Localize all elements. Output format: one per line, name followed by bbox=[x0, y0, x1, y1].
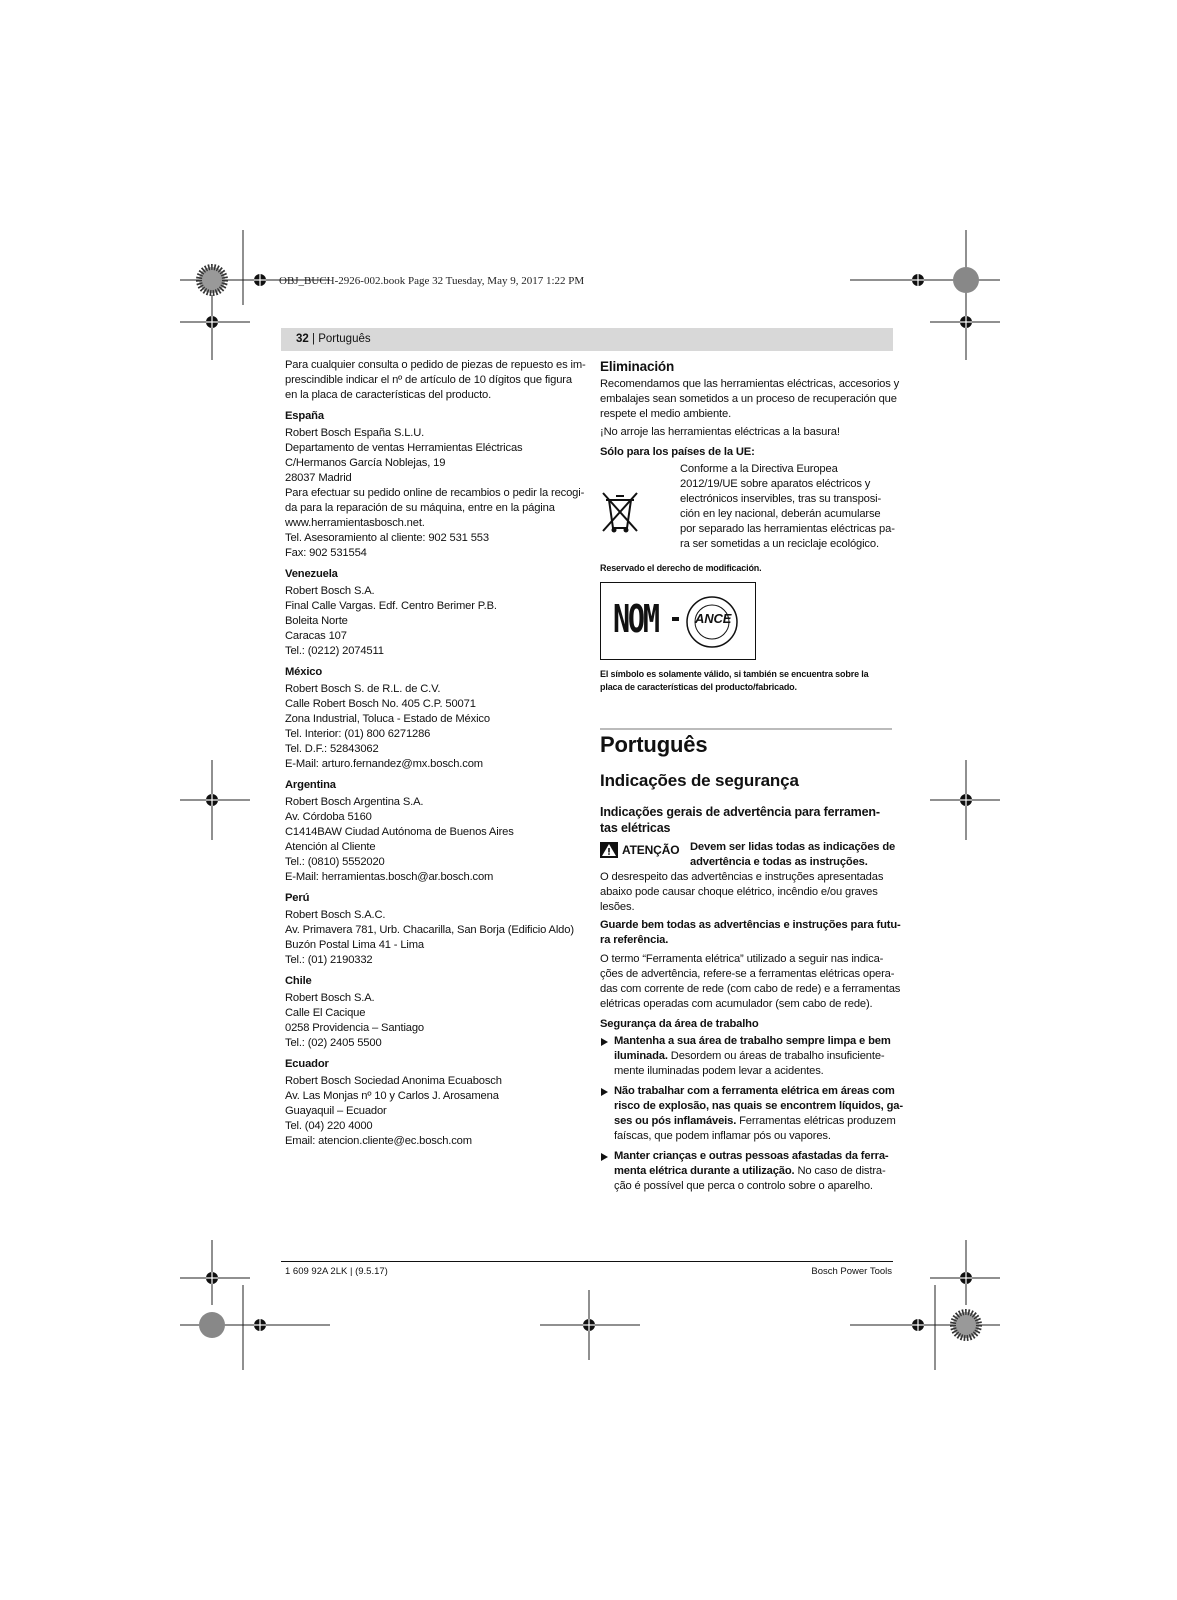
bullet-arrow-icon bbox=[601, 1153, 608, 1161]
header-language: Português bbox=[318, 333, 371, 345]
country-address: Robert Bosch Argentina S.A. Av. Córdoba 5160 C1414BAW Ciudad Autónoma de Buenos Aires Atención al Cliente Tel.: (0810) 5552020 E-Mail: herramientas.bosch@ar.bosch.com bbox=[285, 796, 514, 883]
attention-block bbox=[600, 840, 896, 870]
section-divider bbox=[600, 728, 892, 730]
reserved-note: Reservado el derecho de modificación. bbox=[600, 563, 762, 573]
left-column bbox=[285, 358, 586, 1149]
spare-parts-intro: Para cualquier consulta o pedido de piezas de repuesto es im- prescindible indicar el nº de artículo de 10 dígitos que figura en la placa de características del producto. bbox=[285, 359, 586, 401]
elimination-text: Recomendamos que las herramientas eléctricas, accesorios y embalajes sean sometidos a un proceso de recuperación que respete el medio ambiente. bbox=[600, 378, 900, 420]
footer-rule bbox=[281, 1261, 893, 1262]
bullet-arrow-icon bbox=[601, 1088, 608, 1096]
disrespect-text: O desrespeito das advertências e instruções apresentadas abaixo pode causar choque elétrico, incêndio e/ou graves lesões. bbox=[600, 871, 884, 913]
safety-bullet bbox=[600, 1084, 903, 1144]
bullet-line: faíscas, que podem inflamar pós ou vapores. bbox=[614, 1130, 831, 1142]
bullet-line: Manter crianças e outras pessoas afastadas da ferra- bbox=[614, 1150, 889, 1162]
header-separator: | bbox=[308, 333, 319, 345]
country-address: Robert Bosch S. de R.L. de C.V. Calle Robert Bosch No. 405 C.P. 50071 Zona Industrial, Toluca - Estado de México Tel. Interior: (01) 800 6271286 Tel. D.F.: 52843062 E-Mail: arturo.fernandez@mx.bosch.com bbox=[285, 683, 490, 770]
page-header-bar bbox=[281, 328, 893, 351]
bullet-arrow-icon bbox=[601, 1038, 608, 1046]
nom-ance-logo bbox=[600, 582, 756, 660]
bullet-line: Mantenha a sua área de trabalho sempre limpa e bem bbox=[614, 1035, 891, 1047]
nom-validity-note: El símbolo es solamente válido, si también se encuentra sobre la placa de características del producto/fabricado. bbox=[600, 669, 869, 692]
country-heading: Venezuela bbox=[285, 568, 338, 580]
keep-instructions: Guarde bem todas as advertências e instruções para futu- ra referência. bbox=[600, 919, 901, 946]
eu-title: Sólo para los países de la UE: bbox=[600, 446, 755, 458]
country-address: Robert Bosch S.A.C. Av. Primavera 781, Urb. Chacarilla, San Borja (Edificio Aldo) Buzón Postal Lima 41 - Lima Tel.: (01) 2190332 bbox=[285, 909, 574, 966]
country-heading: Argentina bbox=[285, 779, 336, 791]
bullet-line: Não trabalhar com a ferramenta elétrica em áreas com bbox=[614, 1085, 895, 1097]
safety-bullet bbox=[600, 1034, 892, 1079]
nom-text: NOM bbox=[613, 597, 658, 641]
bullet-line: mente iluminadas podem levar a acidentes. bbox=[614, 1065, 824, 1077]
warning-icon bbox=[600, 842, 618, 858]
nom-dot bbox=[672, 617, 679, 621]
eu-block bbox=[600, 462, 895, 554]
country-address: Robert Bosch S.A. Calle El Cacique 0258 Providencia – Santiago Tel.: (02) 2405 5500 bbox=[285, 992, 425, 1049]
bullet-line: ção é possível que perca o controlo sobre o aparelho. bbox=[614, 1180, 873, 1192]
country-list bbox=[285, 409, 585, 1149]
country-heading: España bbox=[285, 410, 324, 422]
attention-label: ATENÇÃO bbox=[622, 843, 680, 857]
safety-bullets bbox=[600, 1034, 903, 1194]
country-address: Robert Bosch Sociedad Anonima Ecuabosch Av. Las Monjas nº 10 y Carlos J. Arosamena Guayaquil – Ecuador Tel. (04) 220 4000 Email: atencion.cliente@ec.bosch.com bbox=[285, 1075, 502, 1147]
country-heading: Perú bbox=[285, 892, 310, 904]
elimination-note: ¡No arroje las herramientas eléctricas a la basura! bbox=[600, 426, 840, 438]
country-heading: México bbox=[285, 666, 323, 678]
crossed-bin-icon bbox=[600, 490, 640, 534]
portuguese-title: Português bbox=[600, 732, 708, 757]
footer-doc-id: 1 609 92A 2LK | (9.5.17) bbox=[285, 1266, 388, 1277]
bullet-line: ses ou pós inflamáveis. Ferramentas elétricas produzem bbox=[614, 1115, 896, 1127]
bullet-line: iluminada. Desordem ou áreas de trabalho insuficiente- bbox=[614, 1050, 885, 1062]
bullet-line: risco de explosão, nas quais se encontrem líquidos, ga- bbox=[614, 1100, 903, 1112]
country-address: Robert Bosch S.A. Final Calle Vargas. Edf. Centro Berimer P.B. Boleita Norte Caracas 107 Tel.: (0212) 2074511 bbox=[285, 585, 497, 657]
work-area-heading: Segurança da área de trabalho bbox=[600, 1018, 759, 1030]
safety-heading: Indicações de segurança bbox=[600, 771, 799, 790]
elimination-title: Eliminación bbox=[600, 359, 675, 374]
country-heading: Chile bbox=[285, 975, 312, 987]
attention-text: Devem ser lidas todas as indicações de advertência e todas as instruções. bbox=[690, 841, 896, 868]
page-number: 32 bbox=[296, 333, 309, 345]
page-header bbox=[296, 333, 371, 345]
ance-text: ANCE bbox=[695, 611, 732, 626]
bullet-line: menta elétrica durante a utilização. No caso de distra- bbox=[614, 1165, 886, 1177]
safety-bullet bbox=[600, 1149, 892, 1194]
eu-directive-text: Conforme a la Directiva Europea 2012/19/UE sobre aparatos eléctricos y electrónicos inservibles, tras su transposi- ción en ley nacional, deberán acumularse por separado las herramientas eléctricas pa- ra ser sometidas a un reciclaje ecológico. bbox=[680, 463, 895, 550]
footer-brand: Bosch Power Tools bbox=[811, 1266, 892, 1277]
print-info: OBJ_BUCH-2926-002.book Page 32 Tuesday, May 9, 2017 1:22 PM bbox=[279, 275, 585, 287]
country-address: Robert Bosch España S.L.U. Departamento de ventas Herramientas Eléctricas C/Hermanos García Noblejas, 19 28037 Madrid Para efectuar su pedido online de recambios o pedir la recogi- da para la reparación de su máquina, entre en la página www.herramientasbosch.net. Tel. Asesoramiento al cliente: 902 531 553 Fax: 902 531554 bbox=[285, 427, 585, 559]
general-warnings-heading: Indicações gerais de advertência para ferramen- tas elétricas bbox=[600, 805, 880, 835]
country-heading: Ecuador bbox=[285, 1058, 329, 1070]
term-definition: O termo “Ferramenta elétrica” utilizado a seguir nas indica- ções de advertência, refere-se a ferramentas elétricas opera- das com corrente de rede (com cabo de rede) e a ferramentas elétricas operadas com acumulador (sem cabo de rede). bbox=[600, 953, 901, 1010]
right-column bbox=[600, 358, 903, 1194]
